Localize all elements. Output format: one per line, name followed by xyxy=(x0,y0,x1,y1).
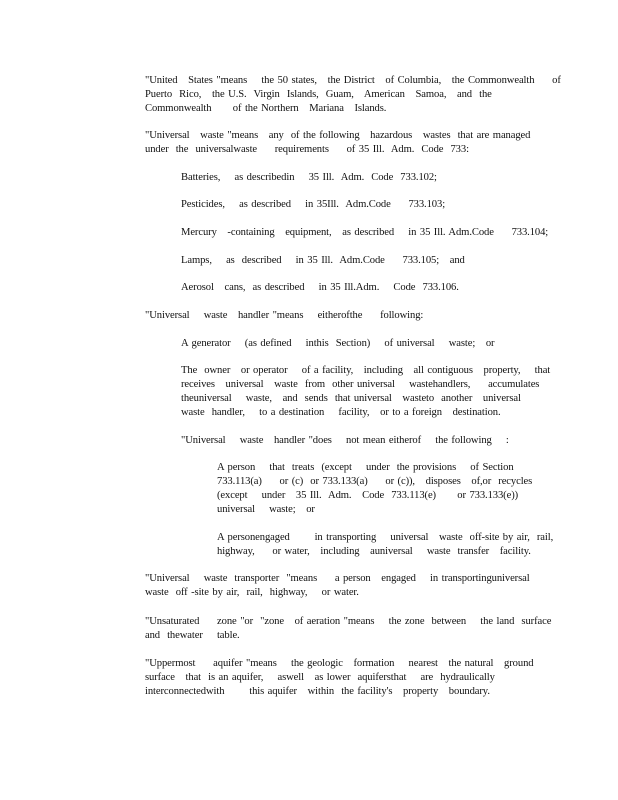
definition-universal-waste-handler: "Universal waste handler "means eitherofthe following: xyxy=(145,310,424,321)
handler-item-owner-operator: The owner or operator of a facility, including all contiguous property, that receives universal waste from other universal wastehandlers, accumulates theuniversal waste, and sends that universal wasteto another universal waste handler, to a destination facility, or to a foreign destination. xyxy=(181,365,551,418)
universal-waste-item-batteries: Batteries, as describedin 35 Ill. Adm. Code 733.102; xyxy=(181,172,437,183)
definition-universal-waste-transporter: "Universal waste transporter "means a person engaged in transportinguniversal waste off -site by air, rail, highway, or water. xyxy=(145,573,530,598)
universal-waste-item-pesticides: Pesticides, as described in 35Ill. Adm.Code 733.103; xyxy=(181,199,446,210)
handler-exclusion-item-transporter: A personengaged in transporting universal waste off-site by air, rail, highway, or water, including auniversal waste transfer facility. xyxy=(217,532,554,557)
universal-waste-item-mercury: Mercury -containing equipment, as described in 35 Ill. Adm.Code 733.104; xyxy=(181,227,549,238)
handler-item-generator: A generator (as defined inthis Section) of universal waste; or xyxy=(181,338,495,349)
universal-waste-item-lamps: Lamps, as described in 35 Ill. Adm.Code 733.105; and xyxy=(181,255,465,266)
definition-uppermost-aquifer: "Uppermost aquifer "means the geologic formation nearest the natural ground surface that is an aquifer, aswell as lower aquifersthat are hydraulically interconnectedwith this aquifer within the facility's property boundary. xyxy=(145,658,534,697)
definition-united-states: "United States "means the 50 states, the District of Columbia, the Commonwealth of Puerto Rico, the U.S. Virgin Islands, Guam, American Samoa, and the Commonwealth of the Northern Mariana Islands. xyxy=(145,75,561,114)
handler-exclusion-item-treater: A person that treats (except under the provisions of Section 733.113(a) or (c) or 733.133(a) or (c)), disposes of,or recycles (except under 35 Ill. Adm. Code 733.113(e) or 733.133(e)) universal waste; or xyxy=(217,462,533,515)
definition-unsaturated-zone: "Unsaturated zone "or "zone of aeration "means the zone between the land surface and thewater table. xyxy=(145,616,552,641)
universal-waste-item-aerosol: Aerosol cans, as described in 35 Ill.Adm. Code 733.106. xyxy=(181,282,459,293)
handler-exclusion-intro: "Universal waste handler "does not mean eitherof the following : xyxy=(181,435,509,446)
definition-universal-waste: "Universal waste "means any of the following hazardous wastes that are managed under the universalwaste requirements of 35 Ill. Adm. Code 733: xyxy=(145,130,531,155)
